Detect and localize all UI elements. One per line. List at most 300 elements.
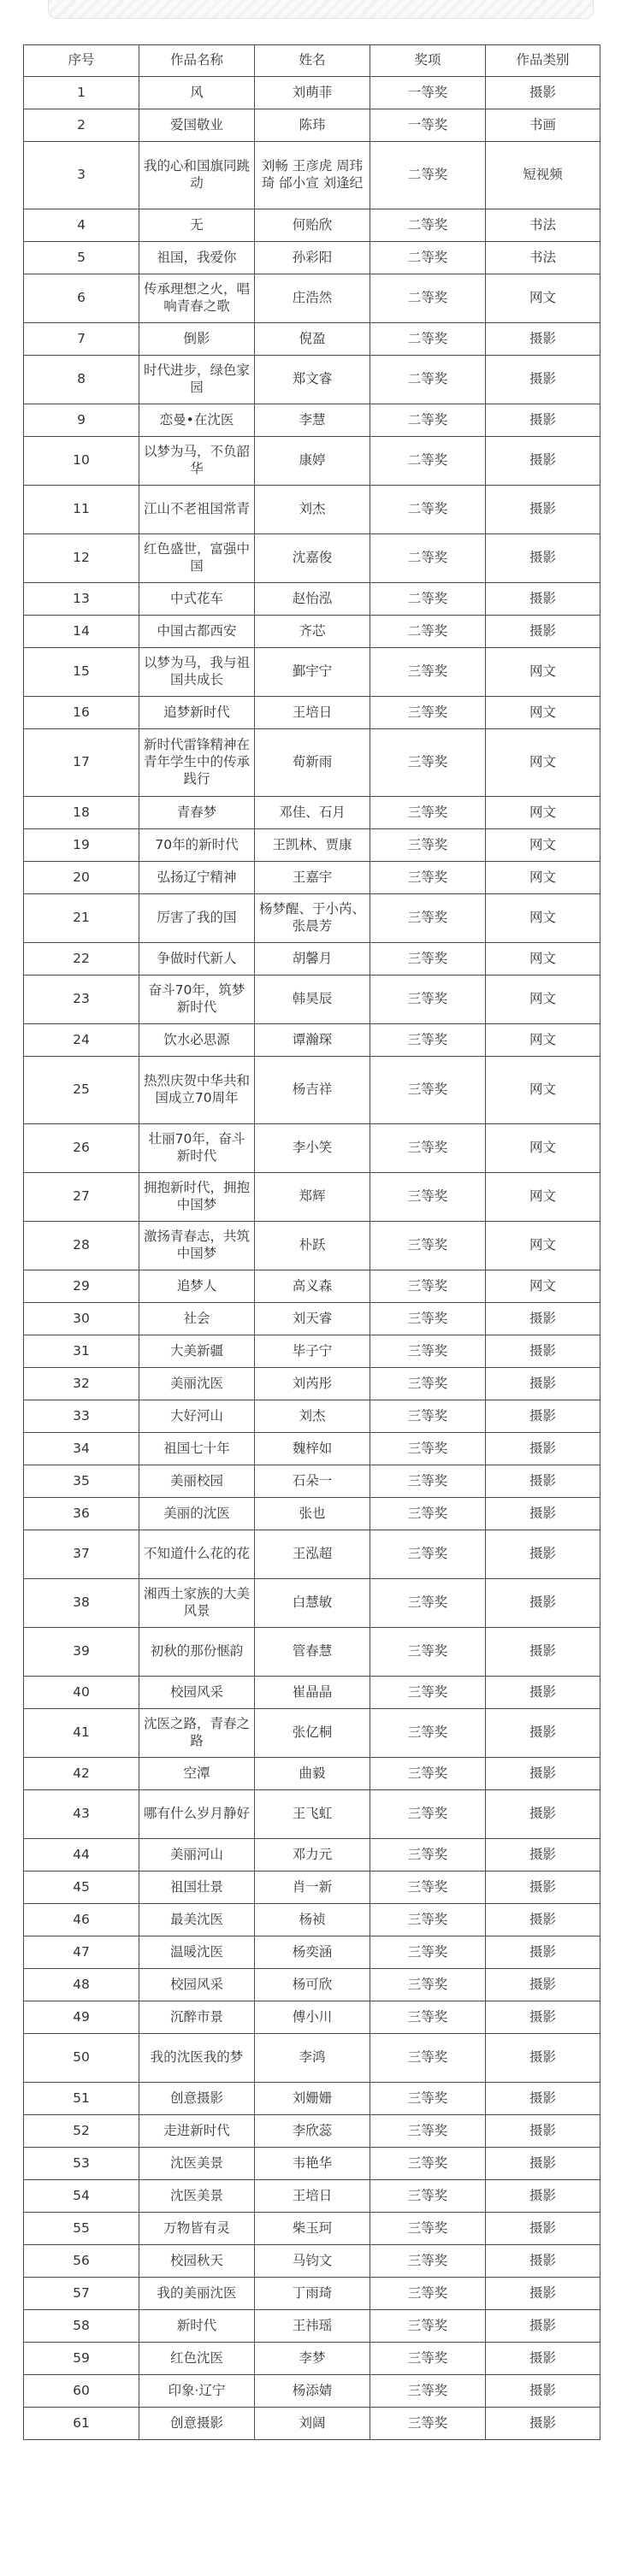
- table-row: [24, 2034, 600, 2083]
- cell-name: 管春慧: [255, 1628, 370, 1677]
- cell-category: 短视频: [486, 142, 600, 209]
- cell-name: 崔晶晶: [255, 1677, 370, 1709]
- cell-category: 摄影: [486, 1530, 600, 1579]
- cell-index: 40: [24, 1677, 139, 1709]
- cell-name: 魏梓如: [255, 1433, 370, 1465]
- cell-work-title: 社会: [139, 1303, 255, 1335]
- cell-award: 三等奖: [370, 729, 486, 797]
- cell-index: 25: [24, 1057, 139, 1124]
- cell-work-title: 壮丽70年，奋斗新时代: [139, 1124, 255, 1173]
- cell-work-title: 弘扬辽宁精神: [139, 862, 255, 894]
- cell-category: 摄影: [486, 1872, 600, 1904]
- cell-name: 邓佳、石月: [255, 797, 370, 829]
- table-row: [24, 209, 600, 242]
- cell-award: 三等奖: [370, 2213, 486, 2245]
- cell-work-title: 校园秋天: [139, 2245, 255, 2278]
- cell-work-title: 校园风采: [139, 1677, 255, 1709]
- cell-award: 三等奖: [370, 1904, 486, 1936]
- table-row: [24, 1969, 600, 2001]
- cell-index: 38: [24, 1579, 139, 1628]
- cell-category: 摄影: [486, 1433, 600, 1465]
- table-row: [24, 1839, 600, 1872]
- table-row: [24, 142, 600, 209]
- cell-index: 7: [24, 323, 139, 356]
- cell-name: 李欣蕊: [255, 2115, 370, 2148]
- cell-category: 摄影: [486, 534, 600, 583]
- cell-name: 何贻欣: [255, 209, 370, 242]
- table-row: [24, 2001, 600, 2034]
- cell-index: 33: [24, 1400, 139, 1433]
- cell-award: 二等奖: [370, 242, 486, 274]
- cell-category: 网文: [486, 274, 600, 323]
- table-row: [24, 1936, 600, 1969]
- cell-index: 32: [24, 1368, 139, 1400]
- table-row: [24, 323, 600, 356]
- cell-category: 网文: [486, 1024, 600, 1057]
- cell-index: 19: [24, 829, 139, 862]
- table-row: [24, 2245, 600, 2278]
- cell-work-title: 美丽沈医: [139, 1368, 255, 1400]
- cell-name: 李梦: [255, 2343, 370, 2375]
- cell-name: 刘芮彤: [255, 1368, 370, 1400]
- cell-work-title: 争做时代新人: [139, 943, 255, 976]
- cell-work-title: 拥抱新时代，拥抱中国梦: [139, 1173, 255, 1222]
- table-row: [24, 109, 600, 142]
- cell-index: 55: [24, 2213, 139, 2245]
- cell-award: 三等奖: [370, 1270, 486, 1303]
- cell-name: 韩昊辰: [255, 976, 370, 1024]
- cell-name: 肖一新: [255, 1872, 370, 1904]
- table-row: [24, 2278, 600, 2310]
- cell-work-title: 追梦新时代: [139, 697, 255, 729]
- cell-name: 王培日: [255, 2180, 370, 2213]
- cell-category: 摄影: [486, 2148, 600, 2180]
- cell-award: 三等奖: [370, 976, 486, 1024]
- table-row: [24, 1465, 600, 1498]
- cell-work-title: 美丽的沈医: [139, 1498, 255, 1530]
- cell-category: 网文: [486, 1057, 600, 1124]
- cell-work-title: 70年的新时代: [139, 829, 255, 862]
- cell-category: 摄影: [486, 1839, 600, 1872]
- cell-work-title: 祖国，我爱你: [139, 242, 255, 274]
- cell-award: 三等奖: [370, 1498, 486, 1530]
- cell-category: 书法: [486, 209, 600, 242]
- cell-index: 12: [24, 534, 139, 583]
- cell-category: 摄影: [486, 1335, 600, 1368]
- cell-category: 摄影: [486, 2375, 600, 2408]
- cell-category: 网文: [486, 1270, 600, 1303]
- cell-index: 5: [24, 242, 139, 274]
- cell-work-title: 校园风采: [139, 1969, 255, 2001]
- cell-award: 三等奖: [370, 1335, 486, 1368]
- cell-category: 网文: [486, 797, 600, 829]
- header-name: 姓名: [255, 45, 370, 77]
- cell-name: 沈嘉俊: [255, 534, 370, 583]
- cell-index: 59: [24, 2343, 139, 2375]
- cell-category: 摄影: [486, 323, 600, 356]
- cell-name: 赵怡泓: [255, 583, 370, 616]
- cell-work-title: 风: [139, 77, 255, 109]
- card-pattern: [49, 0, 593, 18]
- cell-award: 三等奖: [370, 1530, 486, 1579]
- cell-award: 二等奖: [370, 323, 486, 356]
- cell-work-title: 传承理想之火，唱响青春之歌: [139, 274, 255, 323]
- header-award: 奖项: [370, 45, 486, 77]
- cell-award: 三等奖: [370, 2245, 486, 2278]
- table-row: [24, 1433, 600, 1465]
- cell-award: 三等奖: [370, 1057, 486, 1124]
- cell-index: 28: [24, 1222, 139, 1270]
- table-row: [24, 1057, 600, 1124]
- cell-category: 摄影: [486, 1400, 600, 1433]
- cell-award: 三等奖: [370, 2278, 486, 2310]
- cell-work-title: 以梦为马，我与祖国共成长: [139, 648, 255, 697]
- cell-index: 61: [24, 2408, 139, 2440]
- cell-name: 王泓超: [255, 1530, 370, 1579]
- cell-category: 摄影: [486, 1936, 600, 1969]
- cell-name: 刘萌菲: [255, 77, 370, 109]
- table-row: [24, 2213, 600, 2245]
- cell-index: 10: [24, 437, 139, 486]
- cell-index: 39: [24, 1628, 139, 1677]
- cell-category: 摄影: [486, 2213, 600, 2245]
- table-row: [24, 2180, 600, 2213]
- cell-award: 三等奖: [370, 1709, 486, 1758]
- table-row: [24, 616, 600, 648]
- cell-work-title: 万物皆有灵: [139, 2213, 255, 2245]
- cell-category: 摄影: [486, 2245, 600, 2278]
- cell-award: 三等奖: [370, 2343, 486, 2375]
- cell-award: 二等奖: [370, 534, 486, 583]
- cell-name: 王培日: [255, 697, 370, 729]
- cell-name: 毕子宁: [255, 1335, 370, 1368]
- cell-category: 书画: [486, 109, 600, 142]
- cell-name: 谭瀚琛: [255, 1024, 370, 1057]
- cell-work-title: 大好河山: [139, 1400, 255, 1433]
- cell-work-title: 印象·辽宁: [139, 2375, 255, 2408]
- cell-work-title: 新时代: [139, 2310, 255, 2343]
- cell-index: 21: [24, 894, 139, 943]
- cell-index: 22: [24, 943, 139, 976]
- table-row: [24, 729, 600, 797]
- cell-work-title: 走进新时代: [139, 2115, 255, 2148]
- cell-award: 三等奖: [370, 1400, 486, 1433]
- cell-name: 张亿桐: [255, 1709, 370, 1758]
- table-header-row: [24, 45, 600, 77]
- cell-award: 三等奖: [370, 2148, 486, 2180]
- cell-name: 杨奕涵: [255, 1936, 370, 1969]
- cell-work-title: 江山不老祖国常青: [139, 486, 255, 534]
- table-row: [24, 77, 600, 109]
- cell-name: 丁雨琦: [255, 2278, 370, 2310]
- cell-category: 摄影: [486, 2034, 600, 2083]
- cell-category: 摄影: [486, 1904, 600, 1936]
- cell-work-title: 热烈庆贺中华共和国成立70周年: [139, 1057, 255, 1124]
- cell-index: 54: [24, 2180, 139, 2213]
- cell-index: 27: [24, 1173, 139, 1222]
- cell-award: 二等奖: [370, 486, 486, 534]
- table-row: [24, 829, 600, 862]
- cell-work-title: 时代进步，绿色家园: [139, 356, 255, 404]
- cell-name: 曲毅: [255, 1758, 370, 1790]
- cell-award: 三等奖: [370, 1839, 486, 1872]
- table-row: [24, 797, 600, 829]
- cell-name: 傅小川: [255, 2001, 370, 2034]
- cell-name: 杨梦醒、于小芮、张晨芳: [255, 894, 370, 943]
- cell-index: 57: [24, 2278, 139, 2310]
- table-row: [24, 2343, 600, 2375]
- cell-category: 网文: [486, 943, 600, 976]
- cell-index: 56: [24, 2245, 139, 2278]
- cell-award: 三等奖: [370, 2115, 486, 2148]
- cell-category: 网文: [486, 1222, 600, 1270]
- table-row: [24, 2375, 600, 2408]
- cell-award: 三等奖: [370, 1124, 486, 1173]
- cell-name: 陈玮: [255, 109, 370, 142]
- cell-work-title: 美丽校园: [139, 1465, 255, 1498]
- table-row: [24, 2408, 600, 2440]
- cell-name: 杨添婧: [255, 2375, 370, 2408]
- cell-award: 三等奖: [370, 1677, 486, 1709]
- cell-category: 摄影: [486, 2001, 600, 2034]
- header-index: 序号: [24, 45, 139, 77]
- table-row: [24, 943, 600, 976]
- cell-work-title: 爱国敬业: [139, 109, 255, 142]
- cell-category: 网文: [486, 648, 600, 697]
- cell-name: 王祎瑶: [255, 2310, 370, 2343]
- cell-work-title: 追梦人: [139, 1270, 255, 1303]
- cell-work-title: 红色盛世，富强中国: [139, 534, 255, 583]
- table-row: [24, 437, 600, 486]
- cell-work-title: 无: [139, 209, 255, 242]
- table-row: [24, 274, 600, 323]
- cell-category: 摄影: [486, 1758, 600, 1790]
- cell-award: 三等奖: [370, 2408, 486, 2440]
- cell-award: 二等奖: [370, 274, 486, 323]
- cell-name: 刘畅 王彦虎 周玮琦 邰小宣 刘逢纪: [255, 142, 370, 209]
- cell-work-title: 饮水必思源: [139, 1024, 255, 1057]
- cell-index: 17: [24, 729, 139, 797]
- cell-award: 三等奖: [370, 1222, 486, 1270]
- cell-name: 郑文睿: [255, 356, 370, 404]
- table-row: [24, 976, 600, 1024]
- table-row: [24, 1628, 600, 1677]
- cell-award: 三等奖: [370, 1579, 486, 1628]
- header-work-title: 作品名称: [139, 45, 255, 77]
- cell-index: 15: [24, 648, 139, 697]
- cell-work-title: 最美沈医: [139, 1904, 255, 1936]
- cell-award: 三等奖: [370, 1024, 486, 1057]
- cell-award: 二等奖: [370, 356, 486, 404]
- table-row: [24, 1024, 600, 1057]
- cell-index: 37: [24, 1530, 139, 1579]
- table-row: [24, 1530, 600, 1579]
- cell-work-title: 祖国七十年: [139, 1433, 255, 1465]
- cell-category: 摄影: [486, 77, 600, 109]
- cell-award: 三等奖: [370, 943, 486, 976]
- cell-category: 摄影: [486, 1303, 600, 1335]
- cell-name: 邓力元: [255, 1839, 370, 1872]
- cell-name: 李鸿: [255, 2034, 370, 2083]
- cell-work-title: 美丽河山: [139, 1839, 255, 1872]
- cell-index: 26: [24, 1124, 139, 1173]
- cell-award: 二等奖: [370, 616, 486, 648]
- cell-index: 44: [24, 1839, 139, 1872]
- cell-category: 摄影: [486, 1368, 600, 1400]
- cell-category: 摄影: [486, 2180, 600, 2213]
- cell-work-title: 哪有什么岁月静好: [139, 1790, 255, 1839]
- cell-category: 摄影: [486, 583, 600, 616]
- cell-award: 二等奖: [370, 209, 486, 242]
- top-card-edge: [0, 0, 621, 34]
- cell-award: 三等奖: [370, 697, 486, 729]
- cell-award: 三等奖: [370, 797, 486, 829]
- table-row: [24, 404, 600, 437]
- table-row: [24, 2083, 600, 2115]
- cell-category: 网文: [486, 1124, 600, 1173]
- table-row: [24, 356, 600, 404]
- cell-work-title: 中国古都西安: [139, 616, 255, 648]
- cell-award: 三等奖: [370, 1433, 486, 1465]
- cell-index: 3: [24, 142, 139, 209]
- cell-work-title: 沈医之路，青春之路: [139, 1709, 255, 1758]
- cell-name: 杨吉祥: [255, 1057, 370, 1124]
- cell-work-title: 恋曼•在沈医: [139, 404, 255, 437]
- table-row: [24, 894, 600, 943]
- cell-index: 20: [24, 862, 139, 894]
- cell-index: 4: [24, 209, 139, 242]
- table-row: [24, 1270, 600, 1303]
- table-row: [24, 648, 600, 697]
- table-row: [24, 1124, 600, 1173]
- cell-index: 16: [24, 697, 139, 729]
- cell-index: 46: [24, 1904, 139, 1936]
- header-category: 作品类别: [486, 45, 600, 77]
- cell-index: 8: [24, 356, 139, 404]
- cell-index: 48: [24, 1969, 139, 2001]
- cell-index: 35: [24, 1465, 139, 1498]
- cell-name: 倪盈: [255, 323, 370, 356]
- cell-award: 一等奖: [370, 77, 486, 109]
- cell-work-title: 以梦为马，不负韶华: [139, 437, 255, 486]
- cell-name: 刘杰: [255, 486, 370, 534]
- table-row: [24, 2310, 600, 2343]
- table-row: [24, 2148, 600, 2180]
- cell-name: 石朵一: [255, 1465, 370, 1498]
- cell-award: 三等奖: [370, 1790, 486, 1839]
- awards-table: [23, 44, 600, 2440]
- cell-category: 摄影: [486, 1790, 600, 1839]
- previous-card: [48, 0, 594, 19]
- cell-index: 31: [24, 1335, 139, 1368]
- cell-index: 1: [24, 77, 139, 109]
- cell-index: 50: [24, 2034, 139, 2083]
- cell-name: 王飞虹: [255, 1790, 370, 1839]
- cell-index: 9: [24, 404, 139, 437]
- cell-index: 53: [24, 2148, 139, 2180]
- cell-name: 康婷: [255, 437, 370, 486]
- cell-category: 摄影: [486, 1465, 600, 1498]
- cell-work-title: 沈医美景: [139, 2148, 255, 2180]
- cell-index: 60: [24, 2375, 139, 2408]
- cell-category: 网文: [486, 729, 600, 797]
- cell-index: 24: [24, 1024, 139, 1057]
- cell-award: 一等奖: [370, 109, 486, 142]
- cell-work-title: 红色沈医: [139, 2343, 255, 2375]
- cell-name: 刘姗姗: [255, 2083, 370, 2115]
- table-row: [24, 1758, 600, 1790]
- cell-category: 摄影: [486, 616, 600, 648]
- cell-name: 郑辉: [255, 1173, 370, 1222]
- cell-award: 三等奖: [370, 1368, 486, 1400]
- cell-name: 杨可欣: [255, 1969, 370, 2001]
- cell-work-title: 空潭: [139, 1758, 255, 1790]
- cell-index: 41: [24, 1709, 139, 1758]
- table-row: [24, 583, 600, 616]
- table-row: [24, 1872, 600, 1904]
- cell-award: 三等奖: [370, 862, 486, 894]
- cell-award: 三等奖: [370, 2034, 486, 2083]
- cell-category: 摄影: [486, 1579, 600, 1628]
- cell-work-title: 创意摄影: [139, 2408, 255, 2440]
- cell-work-title: 沉醉市景: [139, 2001, 255, 2034]
- table-row: [24, 1709, 600, 1758]
- cell-category: 网文: [486, 976, 600, 1024]
- cell-category: 摄影: [486, 2115, 600, 2148]
- cell-name: 张也: [255, 1498, 370, 1530]
- cell-index: 6: [24, 274, 139, 323]
- cell-award: 三等奖: [370, 2001, 486, 2034]
- cell-work-title: 大美新疆: [139, 1335, 255, 1368]
- table-row: [24, 1303, 600, 1335]
- table-row: [24, 486, 600, 534]
- cell-award: 三等奖: [370, 829, 486, 862]
- table-row: [24, 1579, 600, 1628]
- cell-category: 网文: [486, 829, 600, 862]
- table-row: [24, 697, 600, 729]
- cell-index: 47: [24, 1936, 139, 1969]
- cell-index: 43: [24, 1790, 139, 1839]
- table-row: [24, 1498, 600, 1530]
- table-row: [24, 1368, 600, 1400]
- cell-award: 三等奖: [370, 1465, 486, 1498]
- cell-award: 三等奖: [370, 1173, 486, 1222]
- cell-award: 二等奖: [370, 437, 486, 486]
- cell-award: 二等奖: [370, 583, 486, 616]
- cell-category: 摄影: [486, 1677, 600, 1709]
- cell-name: 荀新雨: [255, 729, 370, 797]
- cell-work-title: 新时代雷锋精神在青年学生中的传承践行: [139, 729, 255, 797]
- cell-category: 书法: [486, 242, 600, 274]
- cell-name: 孙彩阳: [255, 242, 370, 274]
- cell-category: 摄影: [486, 356, 600, 404]
- cell-work-title: 奋斗70年，筑梦新时代: [139, 976, 255, 1024]
- cell-award: 三等奖: [370, 1969, 486, 2001]
- table-row: [24, 1904, 600, 1936]
- cell-index: 36: [24, 1498, 139, 1530]
- cell-name: 刘阔: [255, 2408, 370, 2440]
- cell-work-title: 祖国壮景: [139, 1872, 255, 1904]
- cell-name: 王凯林、贾康: [255, 829, 370, 862]
- cell-name: 齐芯: [255, 616, 370, 648]
- cell-work-title: 激扬青春志，共筑中国梦: [139, 1222, 255, 1270]
- cell-index: 23: [24, 976, 139, 1024]
- cell-name: 韦艳华: [255, 2148, 370, 2180]
- cell-category: 网文: [486, 862, 600, 894]
- cell-index: 18: [24, 797, 139, 829]
- cell-category: 摄影: [486, 404, 600, 437]
- cell-award: 三等奖: [370, 1758, 486, 1790]
